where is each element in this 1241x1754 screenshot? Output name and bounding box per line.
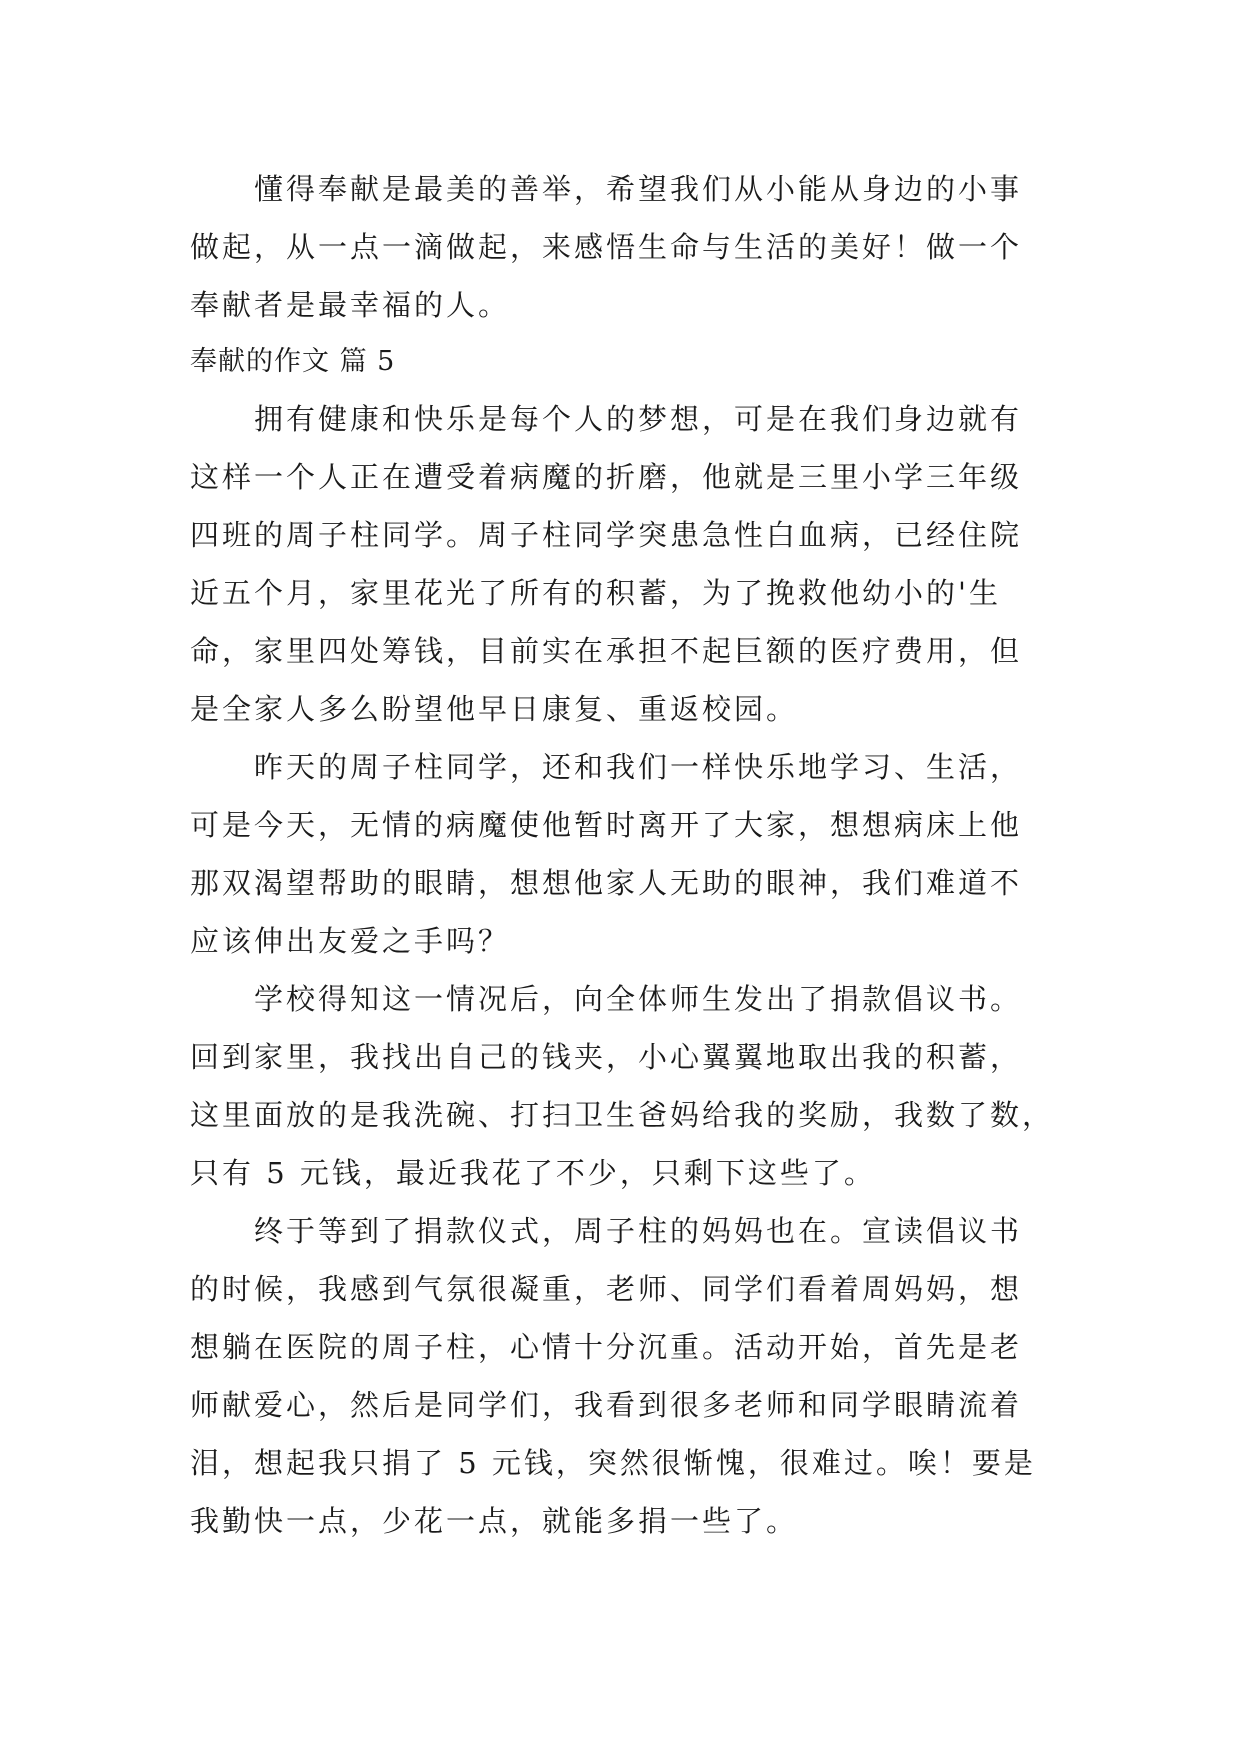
text-line: 想躺在医院的周子柱，心情十分沉重。活动开始，首先是老: [190, 1330, 1023, 1364]
essay-body: [190, 160, 1055, 1550]
text-line: 那双渴望帮助的眼睛，想想他家人无助的眼神，我们难道不: [190, 866, 1023, 900]
text-line: 应该伸出友爱之手吗？: [190, 924, 511, 958]
text-line: 四班的周子柱同学。周子柱同学突患急性白血病，已经住院: [190, 518, 1023, 552]
text-line: 昨天的周子柱同学，还和我们一样快乐地学习、生活，: [190, 750, 1023, 784]
text-line: 近五个月，家里花光了所有的积蓄，为了挽救他幼小的'生: [190, 576, 1001, 610]
paragraph-1: [190, 390, 1050, 738]
text-line: 拥有健康和快乐是每个人的梦想，可是在我们身边就有: [190, 402, 1023, 436]
text-line: 学校得知这一情况后，向全体师生发出了捐款倡议书。: [190, 982, 1023, 1016]
text-line: 做起，从一点一滴做起，来感悟生命与生活的美好！做一个: [190, 230, 1023, 264]
text-line: 这里面放的是我洗碗、打扫卫生爸妈给我的奖励，我数了数，: [190, 1098, 1055, 1132]
text-line: 命，家里四处筹钱，目前实在承担不起巨额的医疗费用，但: [190, 634, 1023, 668]
text-line: 懂得奉献是最美的善举，希望我们从小能从身边的小事: [190, 172, 1023, 206]
paragraph-intro: [190, 160, 1050, 334]
text-line: 终于等到了捐款仪式，周子柱的妈妈也在。宣读倡议书: [190, 1214, 1023, 1248]
section-heading: 奉献的作文 篇 5: [190, 346, 396, 377]
paragraph-3: [190, 970, 1055, 1202]
paragraph-4: [190, 1202, 1050, 1550]
text-line: 奉献者是最幸福的人。: [190, 288, 511, 322]
text-line: 泪，想起我只捐了 5 元钱，突然很惭愧，很难过。唉！要是: [190, 1446, 1036, 1480]
text-line: 只有 5 元钱，最近我花了不少，只剩下这些了。: [190, 1156, 876, 1190]
paragraph-2: [190, 738, 1050, 970]
text-line: 师献爱心，然后是同学们，我看到很多老师和同学眼睛流着: [190, 1388, 1023, 1422]
text-line: 回到家里，我找出自己的钱夹，小心翼翼地取出我的积蓄，: [190, 1040, 1023, 1074]
text-line: 我勤快一点，少花一点，就能多捐一些了。: [190, 1504, 799, 1538]
text-line: 这样一个人正在遭受着病魔的折磨，他就是三里小学三年级: [190, 460, 1023, 494]
text-line: 可是今天，无情的病魔使他暂时离开了大家，想想病床上他: [190, 808, 1023, 842]
text-line: 的时候，我感到气氛很凝重，老师、同学们看着周妈妈，想: [190, 1272, 1023, 1306]
text-line: 是全家人多么盼望他早日康复、重返校园。: [190, 692, 799, 726]
